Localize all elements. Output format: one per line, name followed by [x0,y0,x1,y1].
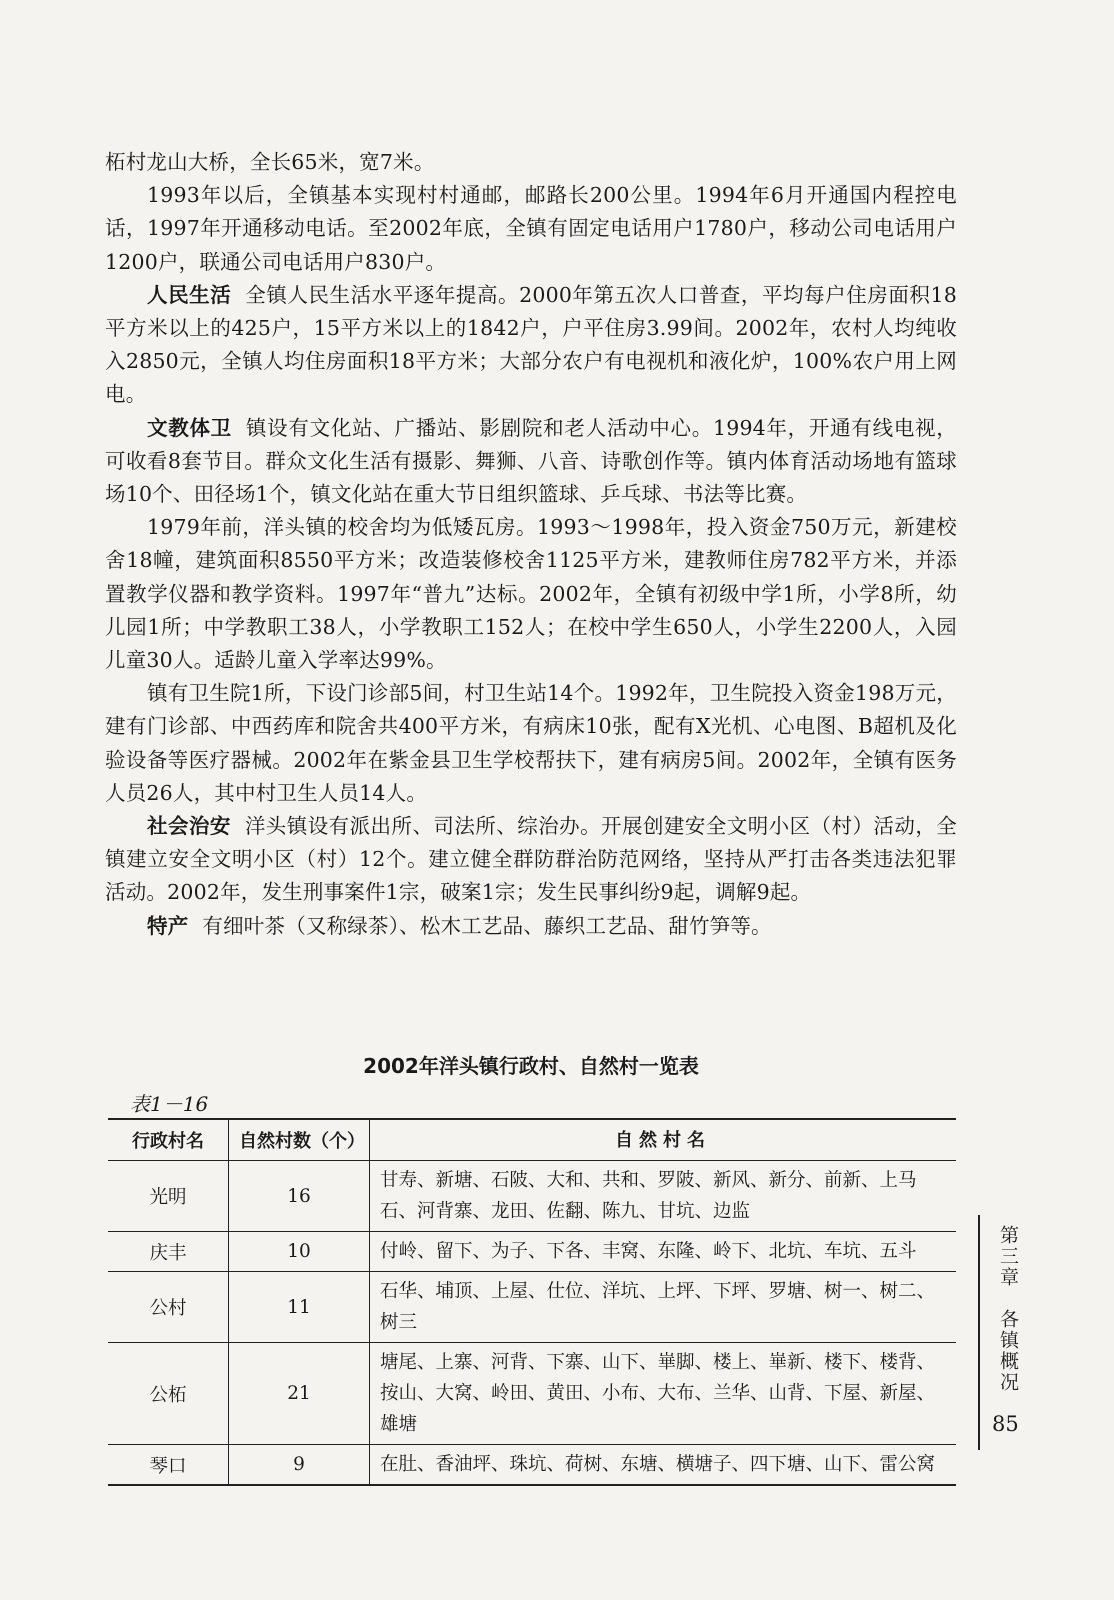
paragraph-text: 柘村龙山大桥，全长65米，宽7米。 [105,150,435,174]
table-row [108,1232,956,1272]
table-number: 表1－16 [130,1092,209,1116]
section-heading: 人民生活 [147,282,232,307]
paragraph [105,910,957,943]
chapter-label: 第三章 各镇概况 [997,1225,1019,1393]
paragraph-text: 镇设有文化站、广播站、影剧院和老人活动中心。1994年，开通有线电视，可收看8套节目。群众文化生活有摄影、舞狮、八音、诗歌创作等。镇内体育活动场地有篮球场10个、田径场1个，镇文化站在重大节日组织篮球、乒乓球、书法等比赛。 [105,415,957,507]
paragraph-text: 镇有卫生院1所，下设门诊部5间，村卫生站14个。1992年，卫生院投入资金198万元，建有门诊部、中西药库和院舍共400平方米，有病床10张，配有X光机、心电图、B超机及化验设备等医疗器械。2002年在紫金县卫生学校帮扶下，建有病房5间。2002年，全镇有医务人员26人，其中村卫生人员14人。 [105,681,957,805]
body-text [105,146,957,943]
village-names: 付岭、留下、为子、下各、丰窝、东隆、岭下、北坑、车坑、五斗 [370,1232,957,1272]
admin-village-name: 光明 [108,1161,229,1232]
paragraph [105,412,957,512]
page-number: 85 [992,1412,1019,1436]
header-admin-village: 行政村名 [108,1119,229,1161]
table-row [108,1161,956,1232]
village-names: 塘尾、上寨、河背、下寨、山下、崋脚、楼上、崋新、楼下、楼背、按山、大窝、岭田、黄田、小布、大布、兰华、山背、下屋、新屋、雄塘 [370,1343,957,1445]
table-title: 2002年洋头镇行政村、自然村一览表 [363,1054,699,1078]
paragraph [105,511,957,677]
table-row [108,1343,956,1445]
paragraph-text: 洋头镇设有派出所、司法所、综治办。开展创建安全文明小区（村）活动，全镇建立安全文明小区（村）12个。建立健全群防群治防范网络，坚持从严打击各类违法犯罪活动。2002年，发生刑事案件1宗，破案1宗；发生民事纠纷9起，调解9起。 [105,814,957,905]
section-heading: 文教体卫 [147,415,232,440]
admin-village-name: 琴口 [108,1445,229,1486]
header-village-names: 自然村名 [370,1119,957,1161]
paragraph [105,677,957,810]
paragraph [105,146,957,179]
paragraph-text: 全镇人民生活水平逐年提高。2000年第五次人口普查，平均每户住房面积18平方米以上的425户，15平方米以上的1842户，户平住房3.99间。2002年，农村人均纯收入2850元，全镇人均住房面积18平方米；大部分农户有电视机和液化炉，100%农户用上网电。 [105,282,957,407]
village-table [108,1118,956,1486]
table-row [108,1445,956,1486]
village-names: 甘寿、新塘、石陂、大和、共和、罗陂、新风、新分、前新、上马石、河背寨、龙田、佐翻、陈九、甘坑、边监 [370,1161,957,1232]
village-count: 21 [229,1343,370,1445]
paragraph [105,810,957,910]
admin-village-name: 公柘 [108,1343,229,1445]
table-row [108,1272,956,1343]
section-heading: 社会治安 [147,814,231,839]
village-names: 在肚、香油坪、珠坑、荷树、东塘、横塘子、四下塘、山下、雷公窝 [370,1445,957,1486]
village-count: 9 [229,1445,370,1486]
header-village-count: 自然村数（个） [229,1119,370,1161]
chapter-divider-rule [978,1215,980,1450]
paragraph-text: 1979年前，洋头镇的校舍均为低矮瓦房。1993～1998年，投入资金750万元，新建校舍18幢，建筑面积8550平方米；改造装修校舍1125平方米，建教师住房782平方米，并添置教学仪器和教学资料。1997年“普九”达标。2002年，全镇有初级中学1所，小学8所，幼儿园1所；中学教职工38人，小学教职工152人；在校中学生650人，小学生2200人，入园儿童30人。适龄儿童入学率达99%。 [105,515,957,673]
paragraph [105,279,957,412]
paragraph-text: 1993年以后，全镇基本实现村村通邮，邮路长200公里。1994年6月开通国内程控电话，1997年开通移动电话。至2002年底，全镇有固定电话用户1780户，移动公司电话用户1200户，联通公司电话用户830户。 [105,183,957,274]
table-header-row [108,1119,956,1161]
admin-village-name: 公村 [108,1272,229,1343]
village-count: 16 [229,1161,370,1232]
village-names: 石华、埔顶、上屋、仕位、洋坑、上坪、下坪、罗塘、树一、树二、树三 [370,1272,957,1343]
paragraph-text: 有细叶茶（又称绿茶）、松木工艺品、藤织工艺品、甜竹笋等。 [202,913,772,938]
village-count: 10 [229,1232,370,1272]
village-count: 11 [229,1272,370,1343]
admin-village-name: 庆丰 [108,1232,229,1272]
paragraph [105,179,957,279]
section-heading: 特产 [147,913,189,938]
